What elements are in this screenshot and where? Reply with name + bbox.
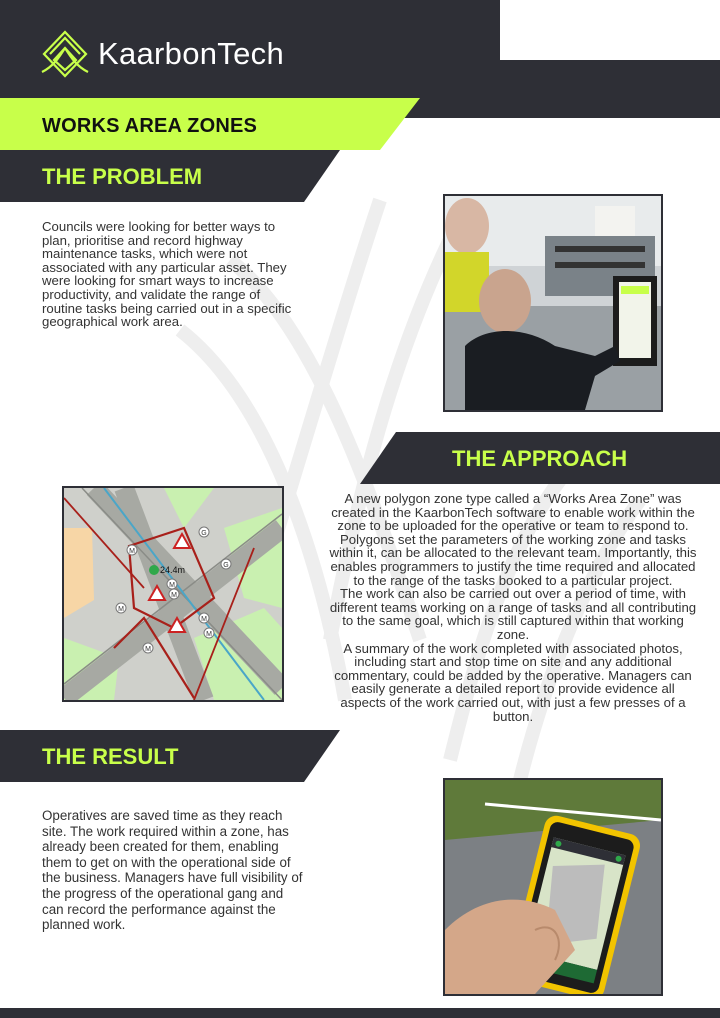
map-marker-letter: M [171, 592, 177, 599]
map-distance-label: 24.4m [160, 565, 186, 575]
approach-paragraph-2: The work can also be carried out over a period of time, with different teams working on a range of tasks and all contributing to the same goal, which is still captured within that working zone. [329, 586, 697, 642]
map-marker-letter: M [206, 631, 212, 638]
kaarbontech-logo-icon [40, 26, 90, 82]
phone-photo [443, 778, 663, 996]
handheld-device-photo [445, 780, 661, 994]
result-body: Operatives are saved time as they reach site. The work required within a zone, has already been created for them, enabling them to get on with the operational side of the business. Managers have full visibility of the progress of the operational gang and can record the performance against the planned work. [42, 808, 303, 933]
result-title: THE RESULT [42, 744, 179, 769]
footer-bar [0, 1008, 720, 1018]
problem-body: Councils were looking for better ways to plan, prioritise and record highway maintenance tasks, which were not associated with any particular asset. They were looking for smart ways to increase productivity, and validate the range of routine tasks being carried out in a specific geographical work area. [42, 219, 292, 330]
header-notch [500, 0, 720, 60]
approach-paragraph-1: A new polygon zone type called a “Works Area Zone” was created in the KaarbonTech software to enable work within the zone to be uploaded for the operative or team to respond to. Polygons set the parameters of the working zone and tasks within it, can be allocated to the relevant team. Importantly, this enables programmers to justify the time required and allocated to the range of the tasks booked to a particular project. [329, 491, 697, 588]
map-marker-letter: G [223, 562, 229, 569]
page-title: WORKS AREA ZONES [42, 115, 258, 137]
map-marker-letter: M [118, 606, 124, 613]
map-marker-letter: M [129, 548, 135, 555]
approach-title: THE APPROACH [452, 446, 628, 471]
map-marker-letter: M [201, 616, 207, 623]
approach-body [328, 492, 698, 723]
map-marker-letter: M [145, 646, 151, 653]
office-photo [443, 194, 663, 412]
brand-name: KaarbonTech [98, 36, 284, 71]
brand-logo [40, 24, 340, 84]
works-area-map [64, 488, 282, 700]
office-photo-image [445, 196, 661, 410]
map-marker-letter: M [169, 582, 175, 589]
map-marker-letter: G [201, 530, 207, 537]
approach-paragraph-3: A summary of the work completed with associated photos, including start and stop time on site and any additional commentary, could be added by the operative. Managers can easily generate a detailed report to provide evidence all aspects of the work carried out, with just a few presses of a button. [334, 640, 692, 724]
problem-title: THE PROBLEM [42, 164, 203, 189]
map-screenshot [62, 486, 284, 702]
